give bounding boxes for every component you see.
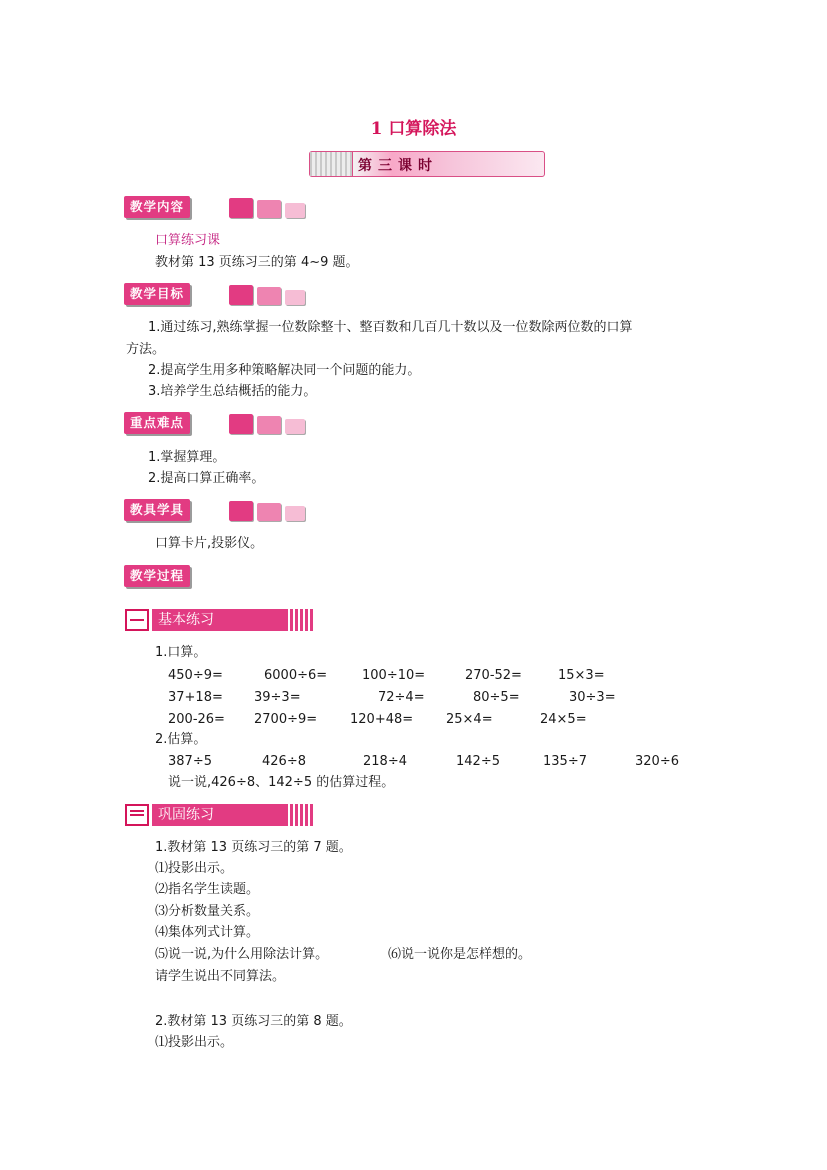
estimate-row xyxy=(168,751,685,773)
part2-q1-step6: ⑹说一说你是怎样想的。 xyxy=(388,947,532,962)
part-bar-stripes xyxy=(285,609,315,631)
part2-q1-step5: ⑸说一说,为什么用除法计算。 xyxy=(155,947,329,962)
calc-item: 72÷4= xyxy=(378,690,425,705)
estimate-item: 387÷5 xyxy=(168,754,212,769)
lesson-banner-label: 第三课时 xyxy=(358,158,438,174)
key-point-2: 2.提高口算正确率。 xyxy=(148,471,265,486)
calc-item: 200-26= xyxy=(168,712,225,727)
goal-line-2: 2.提高学生用多种策略解决同一个问题的能力。 xyxy=(148,363,421,378)
content-subtitle: 口算练习课 xyxy=(155,233,221,248)
estimate-item: 135÷7 xyxy=(543,754,587,769)
calc-item: 270-52= xyxy=(465,668,522,683)
part2-q1-note: 请学生说出不同算法。 xyxy=(155,969,286,984)
part1-q1-title: 1.口算。 xyxy=(155,645,207,660)
lesson-banner xyxy=(309,151,545,177)
section-tag-tools: 教具学具 xyxy=(124,499,190,521)
decor-squares xyxy=(229,198,305,218)
section-tag-key-points: 重点难点 xyxy=(124,412,190,434)
calc-row xyxy=(168,709,648,731)
part-two-label: 巩固练习 xyxy=(158,807,214,823)
calc-item: 120+48= xyxy=(350,712,414,727)
calc-row xyxy=(168,665,648,687)
calc-item: 24×5= xyxy=(540,712,587,727)
part2-q1-step: ⑶分析数量关系。 xyxy=(155,904,260,919)
tools-text: 口算卡片,投影仪。 xyxy=(155,536,264,551)
part2-q1-step: ⑷集体列式计算。 xyxy=(155,925,260,940)
section-tag-process: 教学过程 xyxy=(124,565,190,587)
goal-line-3: 3.培养学生总结概括的能力。 xyxy=(148,384,317,399)
section-tag-goals: 教学目标 xyxy=(124,283,190,305)
calc-item: 15×3= xyxy=(558,668,605,683)
estimate-note: 说一说,426÷8、142÷5 的估算过程。 xyxy=(168,775,395,790)
part-one-number-icon xyxy=(125,609,149,631)
goal-line-1-cont: 方法。 xyxy=(126,342,166,357)
calc-item: 2700÷9= xyxy=(254,712,318,727)
calc-item: 6000÷6= xyxy=(264,668,328,683)
estimate-item: 142÷5 xyxy=(456,754,500,769)
banner-stripe-decoration xyxy=(310,152,353,176)
page-title: 1 口算除法 xyxy=(370,119,457,139)
calc-item: 100÷10= xyxy=(362,668,426,683)
estimate-item: 320÷6 xyxy=(635,754,679,769)
calc-row xyxy=(168,687,648,709)
goal-line-1: 1.通过练习,熟练掌握一位数除整十、整百数和几百几十数以及一位数除两位数的口算 xyxy=(148,320,633,335)
estimate-item: 426÷8 xyxy=(262,754,306,769)
part-two-number-icon xyxy=(125,804,149,826)
part1-q2-title: 2.估算。 xyxy=(155,732,207,747)
oral-calc-grid xyxy=(168,665,648,731)
calc-item: 30÷3= xyxy=(569,690,616,705)
calc-item: 37+18= xyxy=(168,690,223,705)
part-one-label: 基本练习 xyxy=(158,612,214,628)
decor-squares xyxy=(229,501,305,521)
calc-item: 450÷9= xyxy=(168,668,223,683)
part2-q1-title: 1.教材第 13 页练习三的第 7 题。 xyxy=(155,840,352,855)
estimate-item: 218÷4 xyxy=(363,754,407,769)
content-text: 教材第 13 页练习三的第 4~9 题。 xyxy=(155,255,359,270)
part-two-bar xyxy=(125,804,315,826)
part-bar-stripes xyxy=(285,804,315,826)
decor-squares xyxy=(229,285,305,305)
part2-q1-step: ⑴投影出示。 xyxy=(155,861,234,876)
part-one-bar xyxy=(125,609,315,631)
decor-squares xyxy=(229,414,305,434)
calc-item: 39÷3= xyxy=(254,690,301,705)
part2-q2-title: 2.教材第 13 页练习三的第 8 题。 xyxy=(155,1014,352,1029)
key-point-1: 1.掌握算理。 xyxy=(148,450,226,465)
calc-item: 25×4= xyxy=(446,712,493,727)
part2-q1-step: ⑵指名学生读题。 xyxy=(155,882,260,897)
calc-item: 80÷5= xyxy=(473,690,520,705)
section-tag-content: 教学内容 xyxy=(124,196,190,218)
part2-q2-step: ⑴投影出示。 xyxy=(155,1035,234,1050)
